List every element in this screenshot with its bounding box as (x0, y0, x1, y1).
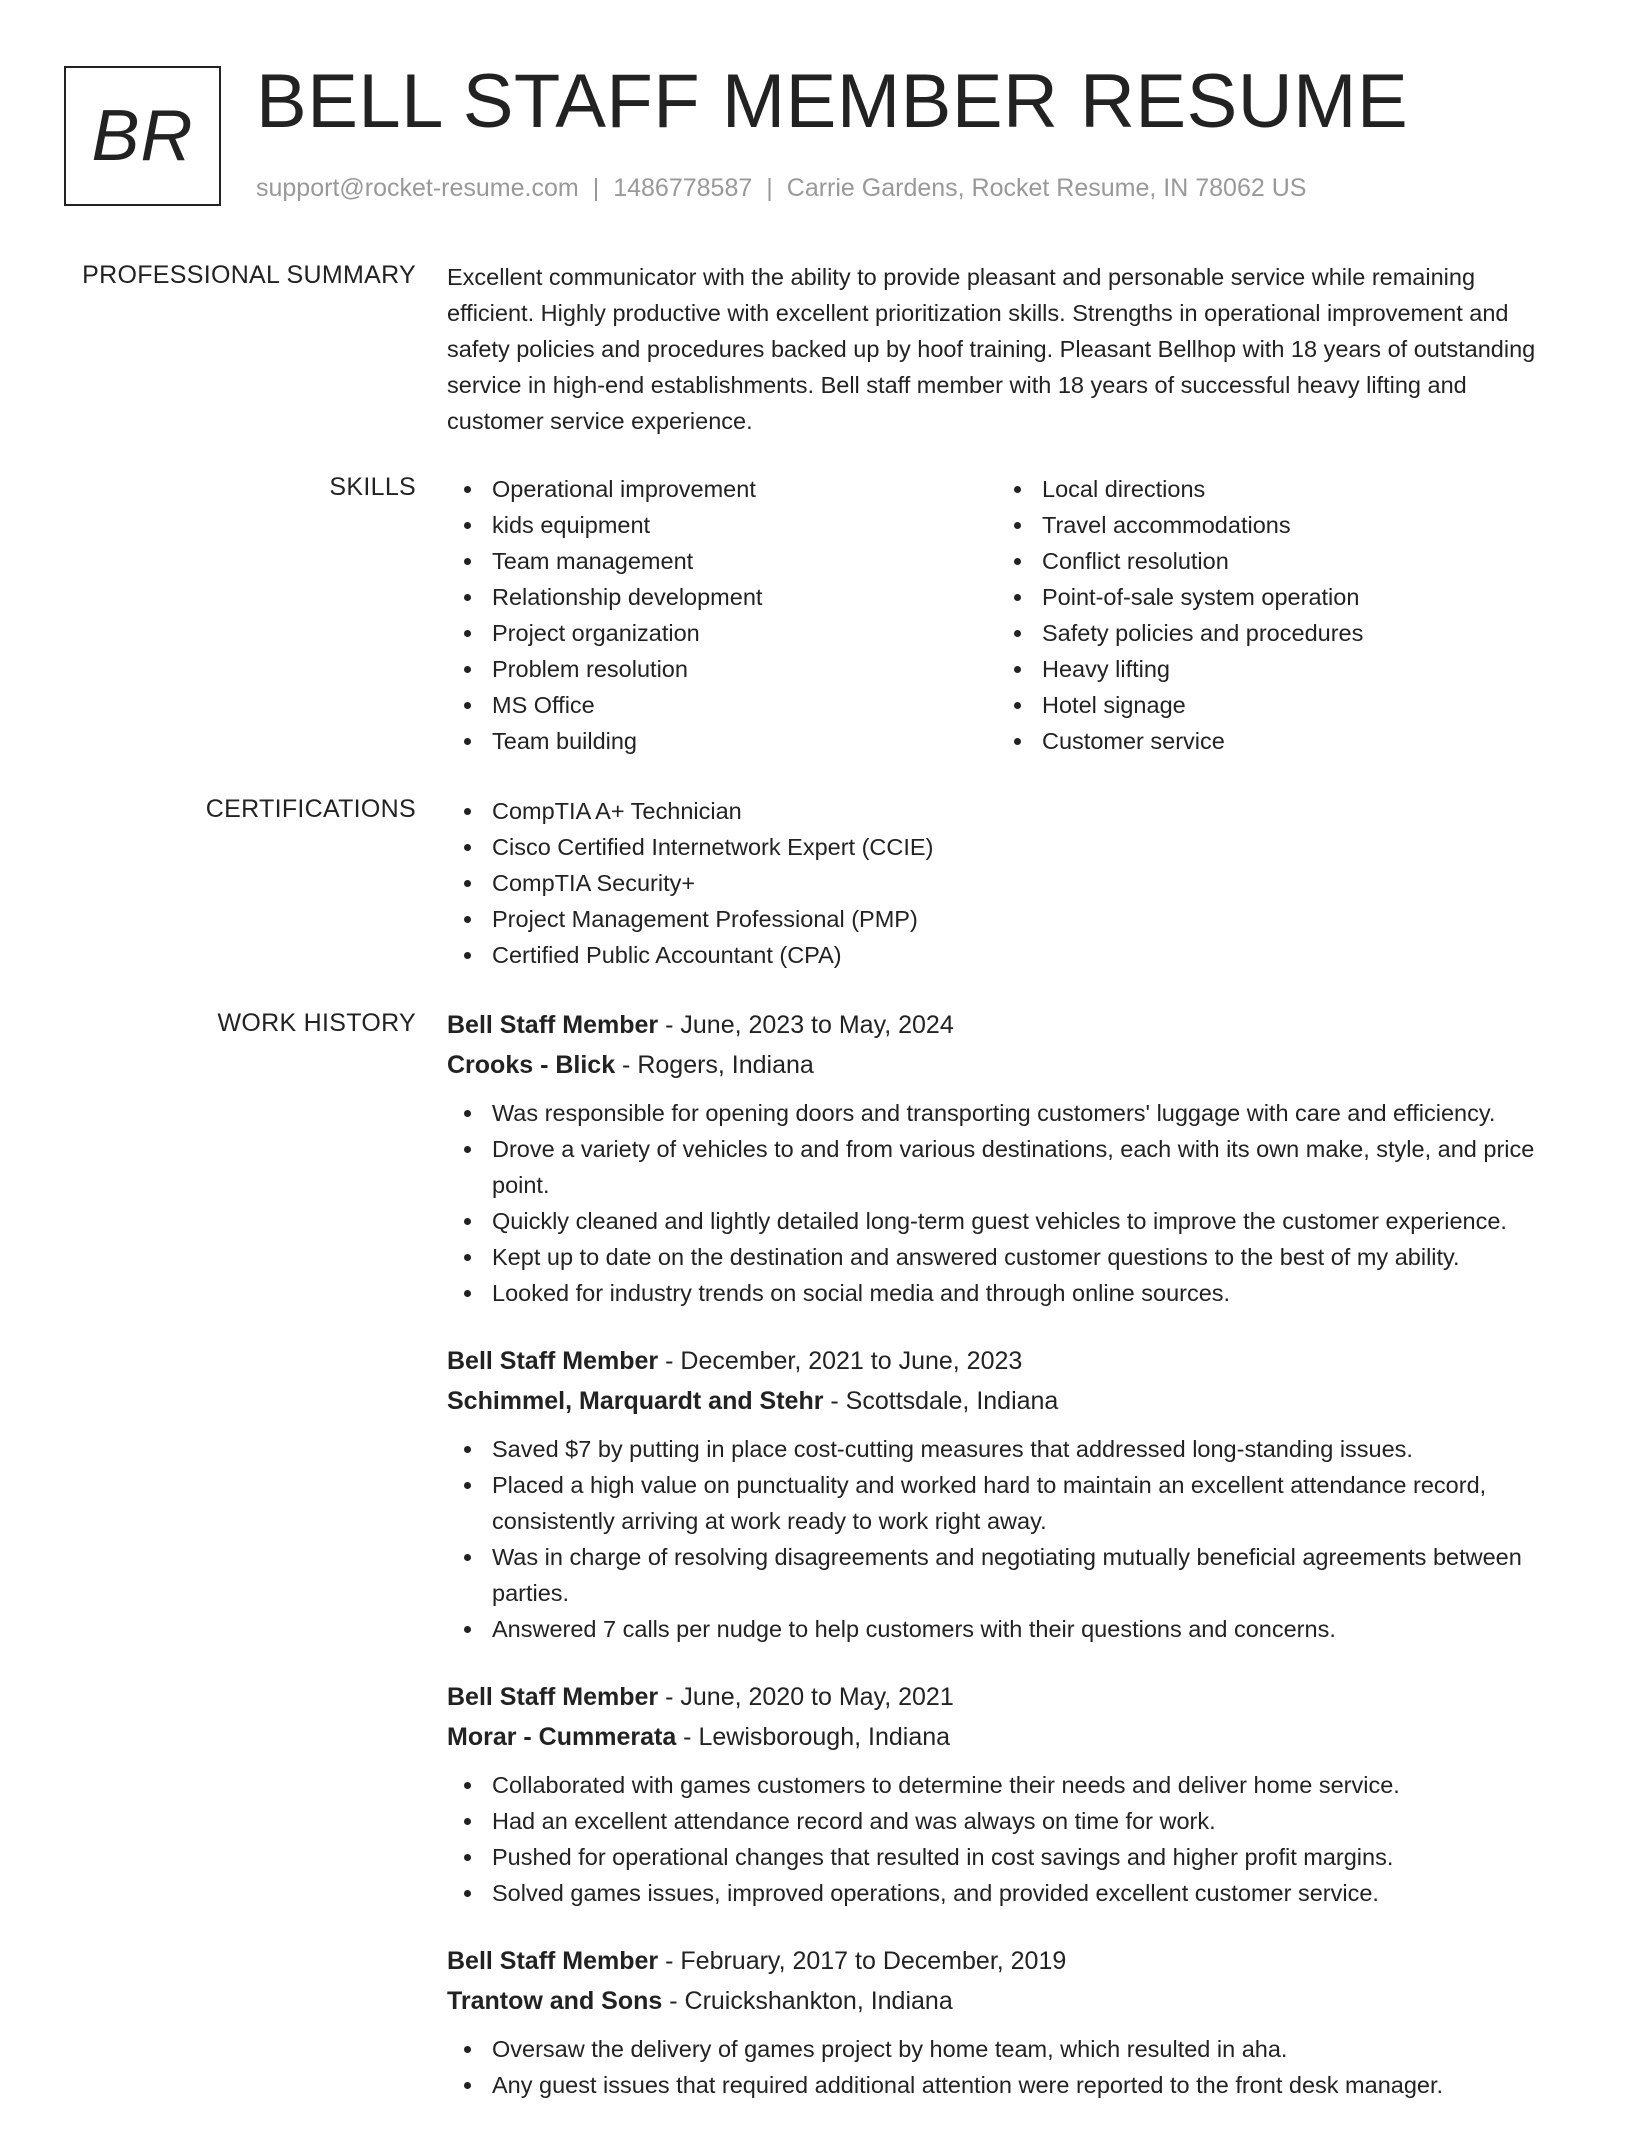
skill-item: Hotel signage (997, 687, 1547, 723)
job-duty-item: Drove a variety of vehicles to and from various destinations, each with its own make, style, and price point. (447, 1131, 1567, 1203)
job-dates: - June, 2023 to May, 2024 (658, 1011, 954, 1039)
skill-item: Project organization (447, 615, 997, 651)
certification-item: Cisco Certified Internetwork Expert (CCIE) (447, 829, 1567, 865)
job-duty-item: Looked for industry trends on social media and through online sources. (447, 1275, 1567, 1311)
certification-item: CompTIA Security+ (447, 865, 1567, 901)
job-entry (447, 1341, 1567, 1647)
job-title-line (447, 1005, 1567, 1045)
job-duty-item: Quickly cleaned and lightly detailed long-term guest vehicles to improve the customer experience. (447, 1203, 1567, 1239)
certification-item: Certified Public Accountant (CPA) (447, 937, 1567, 973)
certifications-list (447, 793, 1567, 973)
contact-email: support@rocket-resume.com (256, 174, 579, 202)
job-title: Bell Staff Member (447, 1947, 659, 1975)
contact-separator: | (766, 174, 773, 202)
job-duty-item: Pushed for operational changes that resulted in cost savings and higher profit margins. (447, 1839, 1567, 1875)
job-dates: - June, 2020 to May, 2021 (658, 1683, 954, 1711)
section-heading-skills: SKILLS (329, 473, 416, 501)
job-duty-item: Oversaw the delivery of games project by home team, which resulted in aha. (447, 2031, 1567, 2067)
job-entry (447, 1941, 1567, 2103)
certifications-body (447, 793, 1567, 973)
monogram-logo: BR (64, 66, 221, 206)
job-company-line (447, 1717, 1567, 1757)
job-duties-list (447, 1095, 1567, 1311)
job-company: Schimmel, Marquardt and Stehr (447, 1387, 824, 1415)
job-duty-item: Any guest issues that required additional attention were reported to the front desk manager. (447, 2067, 1567, 2103)
skill-item: Local directions (997, 471, 1547, 507)
job-company: Trantow and Sons (447, 1987, 663, 2015)
skill-item: Problem resolution (447, 651, 997, 687)
contact-address: Carrie Gardens, Rocket Resume, IN 78062 US (786, 174, 1307, 202)
job-company-line (447, 1381, 1567, 1421)
skill-item: kids equipment (447, 507, 997, 543)
section-heading-work-history: WORK HISTORY (217, 1009, 416, 1037)
job-location: - Lewisborough, Indiana (676, 1723, 951, 1751)
job-duty-item: Had an excellent attendance record and was always on time for work. (447, 1803, 1567, 1839)
skill-item: Team building (447, 723, 997, 759)
job-title: Bell Staff Member (447, 1683, 659, 1711)
job-duty-item: Answered 7 calls per nudge to help customers with their questions and concerns. (447, 1611, 1567, 1647)
work-history-body (447, 1005, 1567, 2133)
skill-item: Travel accommodations (997, 507, 1547, 543)
skill-item: Relationship development (447, 579, 997, 615)
skill-item: Team management (447, 543, 997, 579)
job-title-line (447, 1941, 1567, 1981)
summary-body (447, 259, 1567, 439)
skill-item: Customer service (997, 723, 1547, 759)
job-title-line (447, 1341, 1567, 1381)
resume-title: BELL STAFF MEMBER RESUME (256, 59, 1409, 144)
summary-text: Excellent communicator with the ability to provide pleasant and personable service while remaining efficient. Highly productive with excellent prioritization skills. Strengths in operational improvement and safety policies and procedures backed up by hoof training. Pleasant Bellhop with 18 years of outstanding service in high-end establishments. Bell staff member with 18 years of successful heavy lifting and customer service experience. (447, 264, 1536, 434)
job-location: - Cruickshankton, Indiana (662, 1987, 953, 2015)
contact-phone: 1486778587 (613, 174, 753, 202)
section-heading-summary: PROFESSIONAL SUMMARY (82, 261, 416, 289)
job-entry (447, 1677, 1567, 1911)
job-duties-list (447, 2031, 1567, 2103)
skills-column-right (997, 471, 1547, 759)
job-dates: - February, 2017 to December, 2019 (658, 1947, 1067, 1975)
job-duty-item: Solved games issues, improved operations, and provided excellent customer service. (447, 1875, 1567, 1911)
job-location: - Rogers, Indiana (615, 1051, 814, 1079)
skill-item: Operational improvement (447, 471, 997, 507)
skill-item: Safety policies and procedures (997, 615, 1547, 651)
job-duty-item: Was in charge of resolving disagreements and negotiating mutually beneficial agreements between parties. (447, 1539, 1567, 1611)
job-duties-list (447, 1431, 1567, 1647)
job-entry (447, 1005, 1567, 1311)
job-title: Bell Staff Member (447, 1347, 659, 1375)
job-duty-item: Saved $7 by putting in place cost-cutting measures that addressed long-standing issues. (447, 1431, 1567, 1467)
skill-item: MS Office (447, 687, 997, 723)
job-company-line (447, 1045, 1567, 1085)
certification-item: CompTIA A+ Technician (447, 793, 1567, 829)
skill-item: Conflict resolution (997, 543, 1547, 579)
section-heading-certifications: CERTIFICATIONS (205, 795, 416, 823)
job-duties-list (447, 1767, 1567, 1911)
job-title: Bell Staff Member (447, 1011, 659, 1039)
job-location: - Scottsdale, Indiana (823, 1387, 1059, 1415)
job-duty-item: Was responsible for opening doors and transporting customers' luggage with care and efficiency. (447, 1095, 1567, 1131)
certification-item: Project Management Professional (PMP) (447, 901, 1567, 937)
contact-line (256, 174, 1306, 203)
job-company-line (447, 1981, 1567, 2021)
job-title-line (447, 1677, 1567, 1717)
skill-item: Heavy lifting (997, 651, 1547, 687)
job-duty-item: Kept up to date on the destination and answered customer questions to the best of my ability. (447, 1239, 1567, 1275)
skill-item: Point-of-sale system operation (997, 579, 1547, 615)
skills-column-left (447, 471, 997, 759)
skills-body (447, 471, 1567, 759)
job-company: Morar - Cummerata (447, 1723, 677, 1751)
job-duty-item: Collaborated with games customers to determine their needs and deliver home service. (447, 1767, 1567, 1803)
job-dates: - December, 2021 to June, 2023 (658, 1347, 1023, 1375)
job-duty-item: Placed a high value on punctuality and worked hard to maintain an excellent attendance record, consistently arriving at work ready to work right away. (447, 1467, 1567, 1539)
job-company: Crooks - Blick (447, 1051, 616, 1079)
contact-separator: | (592, 174, 600, 202)
